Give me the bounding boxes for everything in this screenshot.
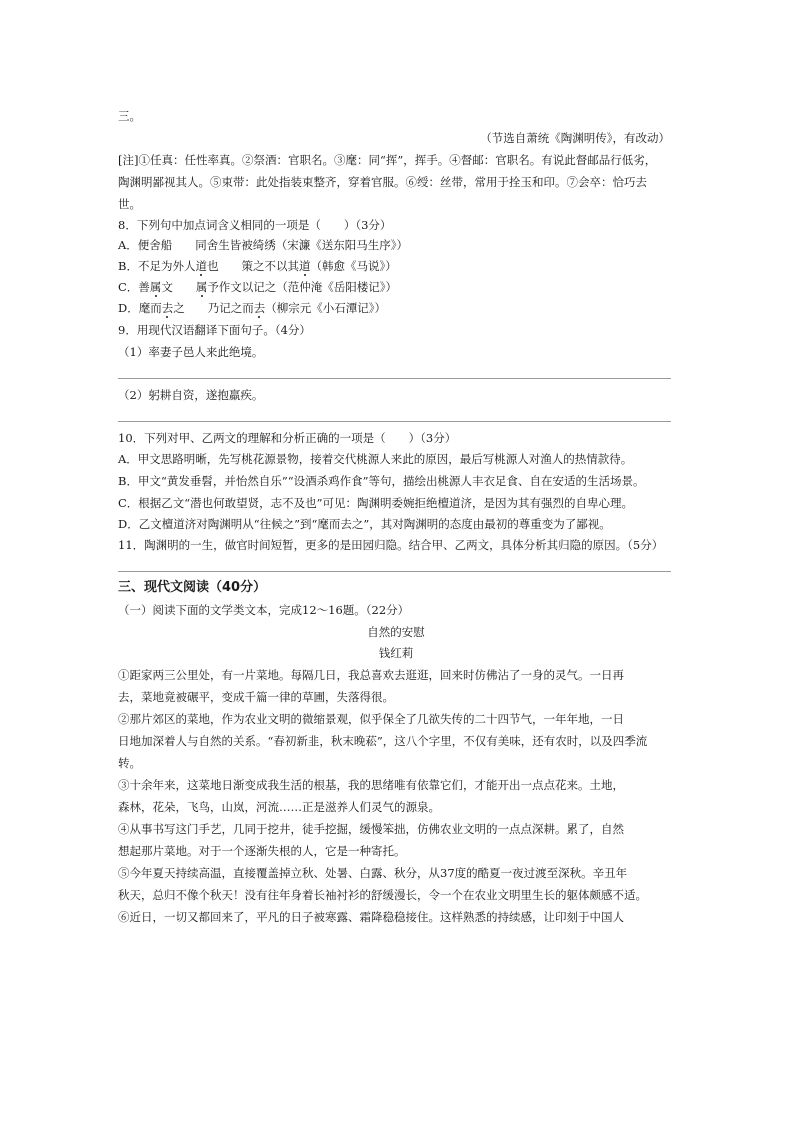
paragraph-line: 日地加深着人与自然的关系。“春初新韭，秋末晚菘”，这八个字里，不仅有美味，还有农时，以及四季流 <box>118 734 648 748</box>
answer-line[interactable] <box>118 421 671 422</box>
paragraph-line: ⑥近日，一切又都回来了，平凡的日子被寒露、霜降稳稳接住。这样熟悉的持续感，让印刻于中国人 <box>118 910 624 924</box>
section-instruction: （一）阅读下面的文学类文本，完成12～16题。（22分） <box>118 603 410 617</box>
option-text: C．善 <box>118 280 150 294</box>
answer-line[interactable] <box>118 378 671 379</box>
paragraph-line: 森林，花朵，飞鸟，山岚，河流……正是滋养人们灵气的源泉。 <box>118 800 440 814</box>
question-9-stem: 9．用现代汉语翻译下面句子。（4分） <box>118 323 311 337</box>
dotted-word: 道 <box>195 259 207 273</box>
dotted-word: 属 <box>195 280 208 294</box>
paragraph-line: ①距家两三公里处，有一片菜地。每隔几日，我总喜欢去逛逛，回来时仿佛沾了一身的灵气。一日再 <box>118 668 624 682</box>
paragraph-line: 去，菜地竟被碾平，变成千篇一律的草圃，失落得很。 <box>118 690 394 704</box>
passage-fragment: 三。 <box>118 109 141 123</box>
dotted-word: 去 <box>161 301 174 315</box>
paragraph-line: 转。 <box>118 756 141 770</box>
paragraph-line: 想起那片菜地。对于一个逐渐失根的人，它是一种寄托。 <box>118 844 406 858</box>
question-10-option-b: B．甲文“黄发垂髫，并怡然自乐”“设酒杀鸡作食”等句，描绘出桃源人丰衣足食、自在安适的生活场景。 <box>118 474 645 488</box>
option-text: 也 策之不以其 <box>206 259 299 273</box>
annotation-line: 陶渊明鄙视其人。⑤束带：此处指装束整齐，穿着官服。⑥绶：丝带，常用于拴玉和印。⑦会卒：恰巧去 <box>118 175 647 189</box>
option-text: B．不足为外人 <box>118 259 196 273</box>
dotted-word: 去 <box>253 301 266 315</box>
dotted-word: 道 <box>298 259 311 273</box>
option-text: 之 乃记之而 <box>173 301 254 315</box>
paragraph-line: 秋天，总归不像个秋天！没有往年身着长袖衬衫的舒缓漫长，令一个在农业文明里生长的躯体颇感不适。 <box>118 888 647 902</box>
option-text: D．麾而 <box>118 301 162 315</box>
option-text: 予作文以记之（范仲淹《岳阳楼记》） <box>207 280 398 294</box>
question-10-option-a: A．甲文思路明晰，先写桃花源景物，接着交代桃源人来此的原因，最后写桃源人对渔人的热情款待。 <box>118 452 633 466</box>
question-10-stem: 10．下列对甲、乙两文的理解和分析正确的一项是（ ）（3分） <box>118 431 457 445</box>
option-text: （柳宗元《小石潭记》） <box>265 301 386 315</box>
paragraph-line: ②那片郊区的菜地，作为农业文明的微缩景观，似乎保全了几欲失传的二十四节气，一年年地，一日 <box>118 712 624 726</box>
paragraph-line: ⑤今年夏天持续高温，直接覆盖掉立秋、处暑、白露、秋分，从37度的酷夏一夜过渡至深秋。辛丑年 <box>118 866 628 880</box>
question-8-stem: 8．下列句中加点词含义相同的一项是（ ）（3分） <box>118 218 392 232</box>
paragraph-line: ④从事书写这门手艺，几同于挖井，徒手挖掘，缓慢笨拙，仿佛农业文明的一点点深耕。累了，自然 <box>118 822 624 836</box>
question-10-option-d: D．乙文檀道济对陶渊明从“往候之”到“麾而去之”，其对陶渊明的态度由最初的尊重变为了鄙视。 <box>118 517 611 531</box>
article-author: 钱红莉 <box>378 646 414 660</box>
question-9-sentence-1: （1）率妻子邑人来此绝境。 <box>118 345 264 359</box>
option-text: （韩愈《马说》） <box>310 259 397 273</box>
dotted-word: 属 <box>149 280 162 294</box>
section-heading: 三、现代文阅读（40分） <box>118 580 267 595</box>
article-title: 自然的安慰 <box>367 625 425 639</box>
question-8-option-c <box>118 279 678 295</box>
paragraph-line: ③十余年来，这菜地日渐变成我生活的根基，我的思绪唯有依靠它们，才能开出一点点花来。土地， <box>118 778 624 792</box>
question-11-stem: 11．陶渊明的一生，做官时间短暂，更多的是田园归隐。结合甲、乙两文，具体分析其归隐的原因。（5分） <box>118 538 664 552</box>
question-8-option-a: A．便舍船 同舍生皆被绮绣（宋濂《送东阳马生序》） <box>118 238 409 252</box>
question-10-option-c: C．根据乙文“潜也何敢望贤，志不及也”可见：陶渊明委婉拒绝檀道济，是因为其有强烈的自卑心理。 <box>118 496 634 510</box>
question-8-option-b <box>118 258 678 274</box>
question-8-option-d <box>118 300 678 316</box>
annotation-line: 世。 <box>118 197 141 211</box>
option-text: 文 <box>161 280 196 294</box>
annotation-line: [注]①任真：任性率真。②祭酒：官职名。③麾：同“挥”，挥手。④督邮：官职名。有说此督邮品行低劣， <box>118 153 657 167</box>
question-9-sentence-2: （2）躬耕自资，遂抱羸疾。 <box>118 388 264 402</box>
answer-line[interactable] <box>118 571 671 572</box>
source-note: （节选自萧统《陶渊明传》，有改动） <box>480 131 670 145</box>
